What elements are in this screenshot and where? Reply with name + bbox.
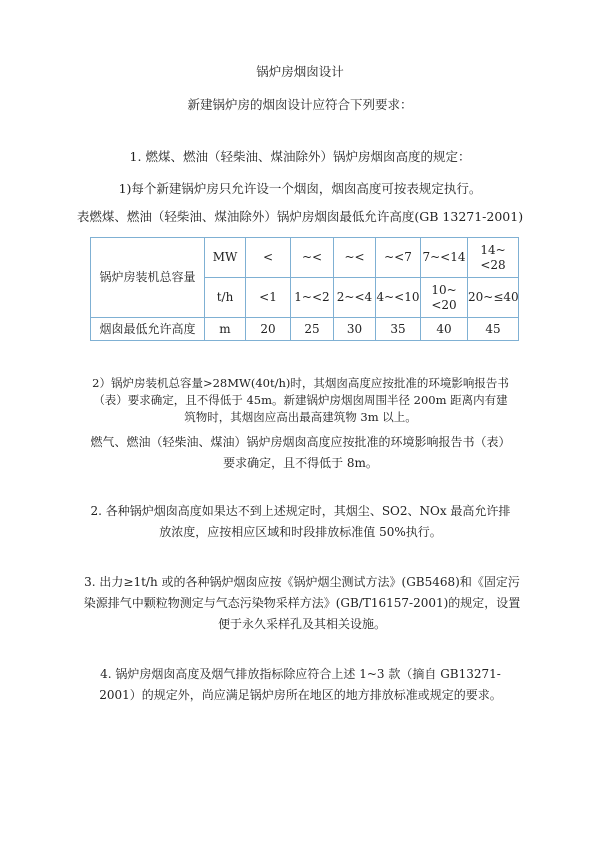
height-cell: 20	[246, 318, 291, 341]
paragraph-emission-limit: 2. 各种锅炉烟囱高度如果达不到上述规定时，其烟尘、SO2、NOx 最高允许排放浓度，应按相应区域和时段排放标准值 50%执行。	[90, 504, 511, 539]
paragraph-local-standards: 4. 锅炉房烟囱高度及烟气排放指标除应符合上述 1~3 款（摘自 GB13271-2001）的规定外，尚应满足锅炉房所在地区的地方排放标准或规定的要求。	[99, 667, 502, 702]
th-range-cell: 10~<20	[421, 278, 468, 318]
height-cell: 30	[334, 318, 376, 341]
document-subtitle: 新建锅炉房的烟囱设计应符合下列要求：	[187, 97, 413, 112]
mw-range-cell: ~<	[291, 238, 334, 278]
paragraph-gas-oil-boiler: 燃气、燃油（轻柴油、煤油）锅炉房烟囱高度应按批准的环境影响报告书（表）要求确定，且不得低于 8m。	[90, 435, 511, 470]
height-label: 烟囱最低允许高度	[91, 318, 205, 341]
height-cell: 35	[376, 318, 421, 341]
paragraph-large-capacity: 2）锅炉房装机总容量>28MW(40t/h)时，其烟囱高度应按批准的环境影响报告书（表）要求确定，且不得低于 45m。新建锅炉房烟囱周围半径 200m 距离内有建筑物时，其烟囱应高出最高建筑物 3m 以上。	[92, 376, 509, 424]
paragraph-sampling-port: 3. 出力≥1t/h 或的各种锅炉烟囱应按《锅炉烟尘测试方法》(GB5468)和《固定污染源排气中颗粒物测定与气态污染物采样方法》(GB/T16157-2001)的规定，设置便于永久采样孔及其相关设施。	[83, 575, 521, 631]
th-unit: t/h	[205, 278, 246, 318]
th-range-cell: 20~≤40	[468, 278, 519, 318]
mw-range-cell: 7~<14	[421, 238, 468, 278]
height-cell: 40	[421, 318, 468, 341]
th-range-cell: <1	[246, 278, 291, 318]
chimney-height-table	[90, 237, 519, 341]
section1-item1: 1)每个新建锅炉房只允许设一个烟囱，烟囱高度可按表规定执行。	[118, 181, 482, 196]
mw-unit: MW	[205, 238, 246, 278]
mw-range-cell: <	[246, 238, 291, 278]
table-row	[91, 318, 519, 341]
mw-range-cell: ~<	[334, 238, 376, 278]
th-range-cell: 4~<10	[376, 278, 421, 318]
th-range-cell: 1~<2	[291, 278, 334, 318]
mw-range-cell: 14~<28	[468, 238, 519, 278]
table-caption: 表燃煤、燃油（轻柴油、煤油除外）锅炉房烟囱最低允许高度(GB 13271-2001)	[76, 209, 524, 224]
capacity-label: 锅炉房装机总容量	[91, 238, 205, 318]
document-title: 锅炉房烟囱设计	[256, 64, 344, 79]
section1-heading: 1. 燃煤、燃油（轻柴油、煤油除外）锅炉房烟囱高度的规定：	[129, 149, 471, 164]
mw-range-cell: ~<7	[376, 238, 421, 278]
th-range-cell: 2~<4	[334, 278, 376, 318]
m-unit: m	[205, 318, 246, 341]
table-row	[91, 238, 519, 278]
height-cell: 45	[468, 318, 519, 341]
height-cell: 25	[291, 318, 334, 341]
